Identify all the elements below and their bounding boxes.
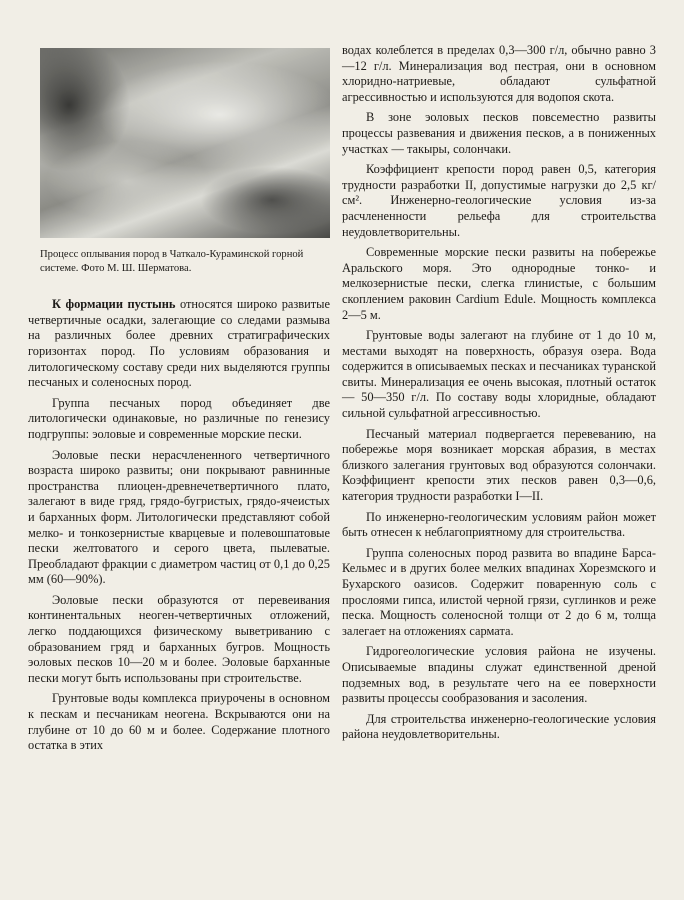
- spacer: [28, 275, 330, 297]
- paragraph: Эоловые пески образуются от перевеивания континентальных неоген-четвертичных отложений, легко поддающихся физическому выветриванию с образованием гряд и барханных бугров. Мощность эоловых песков 10—20 м и более. Эоловые барханные пески могут быть использованы при строительстве.: [28, 592, 330, 685]
- paragraph: Грунтовые воды залегают на глубине от 1 до 10 м, местами выходят на поверхность, образуя озера. Вода содержится в описываемых песках и песчаниках туранской свиты. Минерализация ее очень высокая, плотный остаток — 50—350 г/л. По составу воды хлоридные, обладают сильной сульфатной агрессивностью.: [342, 328, 656, 421]
- paragraph: водах колеблется в пределах 0,3—300 г/л, обычно равно 3—12 г/л. Минерализация вод пестрая, они в основном хлоридно-натриевые, обладают сульфатной агрессивностью и используются для водопоя скота.: [342, 43, 656, 104]
- paragraph: Группа соленосных пород развита во впадине Барса-Кельмес и в других более мелких впадинах Хорезмского и Бухарского оазисов. Содержит поваренную соль с прослоями гипса, илистой черной грязи, суглинков и реже песка. Мощность соленосной толщи от 2 до 6 м, толща залегает на отложениях сармата.: [342, 545, 656, 638]
- paragraph: Гидрогеологические условия района не изучены. Описываемые впадины служат единственной дреной подземных вод, в результате чего на ее поверхности развиты процессы сообразования и засоления.: [342, 644, 656, 706]
- paragraph: Коэффициент крепости пород равен 0,5, категория трудности разработки II, допустимые нагрузки до 2,5 кг/см². Инженерно-геологические условия из-за расчлененности рельефа для строительства неудовлетворительны.: [342, 162, 656, 239]
- paragraph: Эоловые пески нерасчлененного четвертичного возраста широко развиты; они покрывают равнинные пространства плиоцен-древнечетвертичного плато, залегают в виде гряд, грядо-бугристых, грядо-ячеистых и барханных форм. Литологически представляют собой мелко- и тонкозернистые кварцевые и полевошпатовые пески желтоватого и серого цвета, пылеватые. Преобладают фракции с диаметром частиц от 0,1 до 0,25 мм (60—90%).: [28, 447, 330, 587]
- paragraph: Группа песчаных пород объединяет две литологически одинаковые, но различные по генезису подгруппы: эоловые и современные морские пески.: [28, 395, 330, 441]
- mountain-landslide-photo: [40, 48, 330, 238]
- paragraph-text: относятся широко развитые четвертичные осадки, залегающие со следами размыва на различных более древних стратиграфических горизонтах пород. По условиям образования и литологическому составу среди них выделяются группы песчаных и соленосных пород.: [28, 297, 331, 390]
- paragraph: В зоне эоловых песков повсеместно развиты процессы развевания и движения песков, а в пониженных участках — такыры, солончаки.: [342, 110, 656, 156]
- figure-caption: Процесс оплывания пород в Чаткало-Кураминской горной системе. Фото М. Ш. Шерматова.: [40, 249, 304, 274]
- section-lead: К формации пустынь: [52, 297, 176, 312]
- paragraph: Современные морские пески развиты на побережье Аральского моря. Это однородные тонко- и мелкозернистые пески, слегка глинистые, с большим скоплением раковин Cardium Edule. Мощность комплекса 2—5 м.: [342, 245, 656, 322]
- paragraph: Грунтовые воды комплекса приурочены в основном к пескам и песчаникам неогена. Вскрываются они на глубине от 10 до 60 м и более. Содержание плотного остатка в этих: [28, 691, 330, 753]
- right-column: [342, 43, 656, 743]
- paragraph: По инженерно-геологическим условиям район может быть отнесен к неблагоприятному для строительства.: [342, 509, 656, 540]
- paragraph: [28, 297, 330, 391]
- paragraph: Для строительства инженерно-геологические условия района неудовлетворительны.: [342, 711, 656, 742]
- paragraph: Песчаный материал подвергается перевеванию, на побережье моря возникает морская абразия, в местах близкого залегания грунтовых вод образуются солончаки. Коэффициент крепости этих песков равен 0,3—0,6, категория трудности разработки I—II.: [342, 426, 656, 504]
- left-column: [28, 48, 330, 754]
